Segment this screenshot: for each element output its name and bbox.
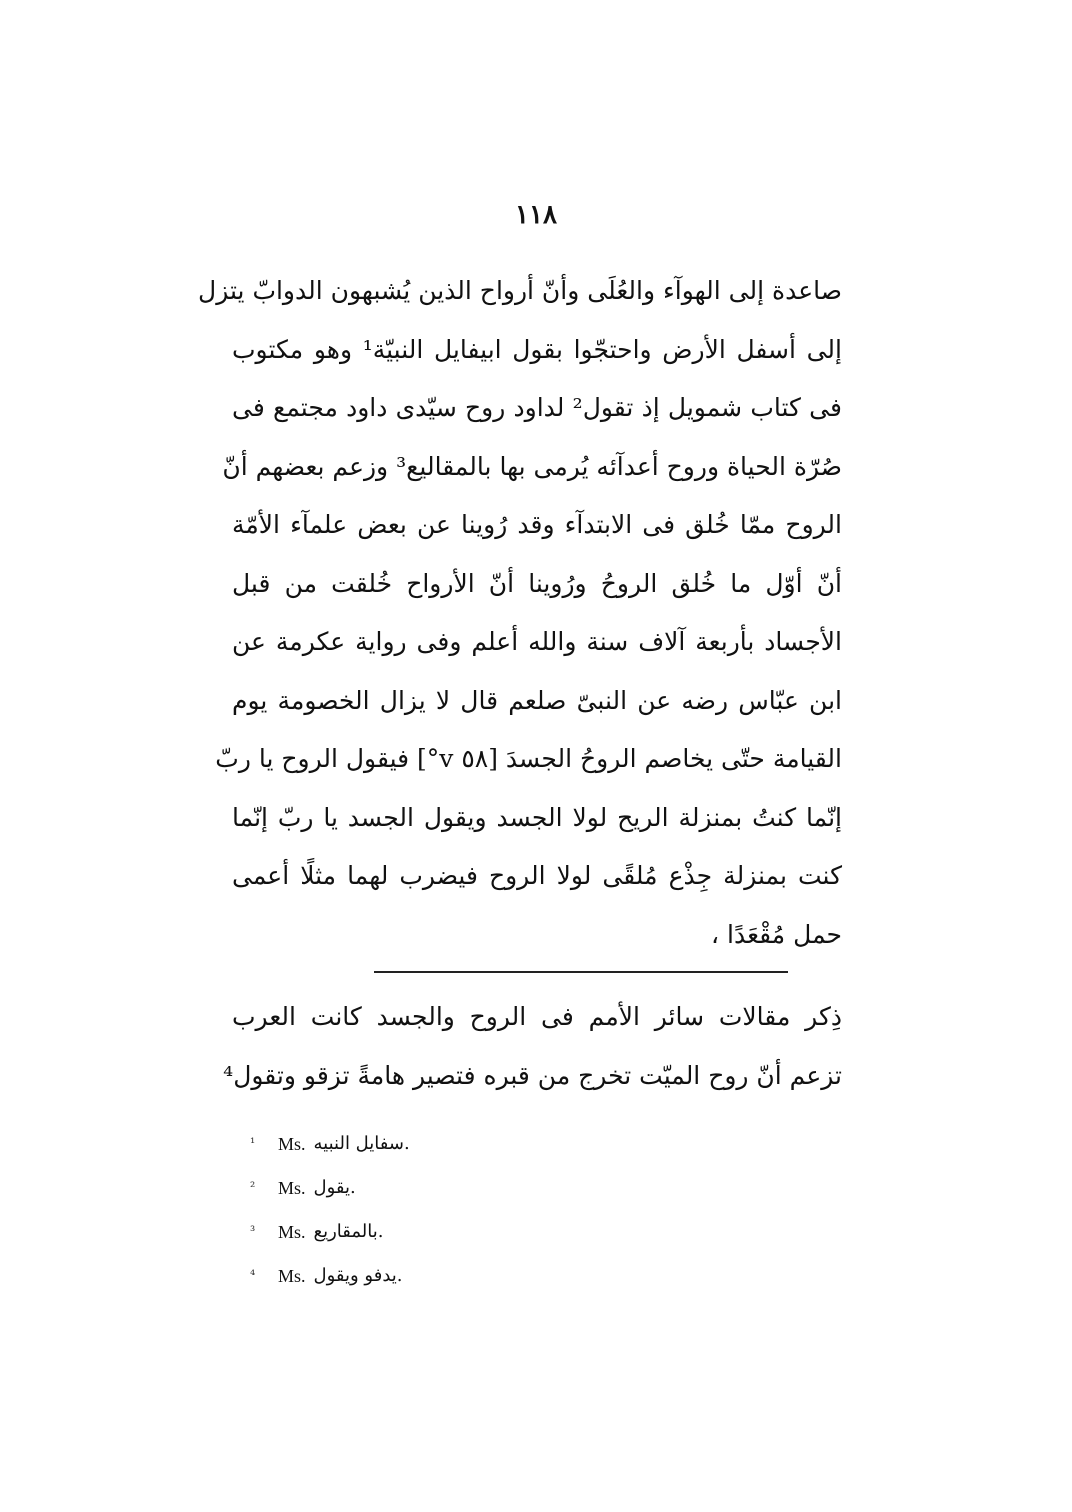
footnote-number: ² xyxy=(250,1180,256,1195)
text-line: إلى أسفل الأرض واحتجّوا بقول ابيفايل النبيّة¹ وهو مكتوب xyxy=(232,334,842,364)
footnote xyxy=(250,1210,550,1254)
footnotes xyxy=(250,1122,550,1298)
main-text-block xyxy=(198,262,842,964)
text-line: الأجساد بأربعة آلاف سنة والله أعلم وفى رواية عكرمة عن xyxy=(232,627,842,656)
footnote-number: ⁴ xyxy=(250,1268,256,1283)
footnote-reading: يدفو ويقول xyxy=(313,1265,397,1286)
text-line: صُرّة الحياة وروح أعدآئه يُرمى بها بالمقاليع³ وزعم بعضهم أنّ xyxy=(222,451,842,481)
footnote-reading: سفايل النبيه xyxy=(313,1133,404,1154)
text-line: فى كتاب شمويل إذ تقول² لداود روح سيّدى داود مجتمع فى xyxy=(232,393,842,422)
footnote-period: . xyxy=(403,1133,410,1154)
footnote-reading: بالمقاريع xyxy=(313,1221,378,1242)
footnote xyxy=(250,1166,550,1210)
text-line: حمل مُقْعَدًا ، xyxy=(711,919,842,949)
text-line: ابن عبّاس رضه عن النبىّ صلعم قال لا يزال الخصومة يوم xyxy=(232,685,842,715)
text-line: صاعدة إلى الهوآء والعُلَى وأنّ أرواح الذين يُشبهون الدوابّ يتزل xyxy=(198,276,842,305)
footnote-number: ³ xyxy=(250,1224,256,1239)
text-line: أنّ أوّل ما خُلق الروحُ ورُوينا أنّ الأرواح خُلقت من قبل xyxy=(232,568,842,598)
text-line: الروح ممّا خُلق فى الابتدآء وقد رُوينا عن بعض علمآء الأمّة xyxy=(232,510,842,539)
footnote-ms-label: Ms. xyxy=(278,1222,306,1242)
footnote-ms-label: Ms. xyxy=(278,1134,306,1154)
page-number: ١١٨ xyxy=(515,200,557,230)
text-line: كنت بمنزلة جِذْع مُلقًى لولا الروح فيضرب لهما مثلًا أعمى xyxy=(232,861,842,890)
footnote-reading: يقول xyxy=(313,1177,351,1198)
footnote-ms-label: Ms. xyxy=(278,1178,306,1198)
section-divider xyxy=(374,971,788,973)
section-line: ذِكر مقالات سائر الأمم فى الروح والجسد كانت العرب xyxy=(232,1002,842,1031)
footnote-ms-label: Ms. xyxy=(278,1266,306,1286)
text-line: القيامة حتّى يخاصم الروحُ الجسدَ [٥٨ v°] فيقول الروح يا ربّ xyxy=(215,744,842,773)
footnote-number: ¹ xyxy=(250,1136,256,1151)
section-text-block xyxy=(223,988,842,1105)
footnote xyxy=(250,1122,550,1166)
footnote-period: . xyxy=(396,1265,403,1286)
footnote xyxy=(250,1254,550,1298)
footnote-period: . xyxy=(377,1221,384,1242)
text-line: إنّما كنتُ بمنزلة الريح لولا الجسد ويقول الجسد يا ربّ إنّما xyxy=(232,802,842,832)
footnote-period: . xyxy=(350,1177,356,1198)
section-line: تزعم أنّ روح الميّت تخرج من قبره فتصير هامةً تزقو وتقول⁴ xyxy=(223,1060,842,1090)
